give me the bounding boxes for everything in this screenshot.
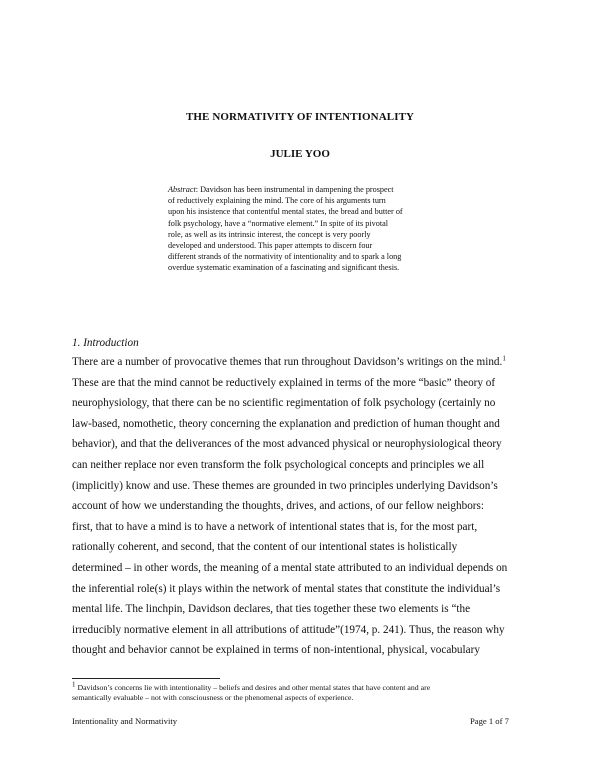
- abstract-line-2: of reductively explaining the mind. The core of his arguments turn: [168, 196, 386, 206]
- body-line: neurophysiology, that there can be no scientific regimentation of folk psychology (certainly no: [72, 397, 496, 410]
- paper-title: THE NORMATIVITY OF INTENTIONALITY: [185, 111, 415, 123]
- body-line: behavior), and that the deliverances of the most advanced physical or neurophysiological theory: [72, 438, 502, 451]
- footnote-marker: 1: [72, 680, 76, 689]
- body-line: account of how we understanding the thoughts, drives, and actions, of our fellow neighbors:: [72, 500, 484, 513]
- body-line: mental life. The linchpin, Davidson declares, that ties together these two elements is “the: [72, 603, 471, 616]
- footnote-line-2: semantically evaluable – not with consciousness or the phenomenal aspects of experience.: [72, 693, 354, 702]
- body-line: first, that to have a mind is to have a network of intentional states that is, for the most part,: [72, 520, 478, 533]
- body-line: (implicitly) know and use. These themes are grounded in two principles underlying Davidson’s: [72, 479, 498, 492]
- section-heading: 1. Introduction: [72, 337, 139, 349]
- body-line: thought and behavior cannot be explained in terms of non-intentional, physical, vocabulary: [72, 644, 480, 657]
- abstract-line-8: overdue systematic examination of a fascinating and significant thesis.: [168, 263, 400, 273]
- body-line: There are a number of provocative themes that run throughout Davidson’s writings on the mind.$^1$: [72, 354, 506, 368]
- abstract: [168, 184, 434, 274]
- footnote-reference[interactable]: 1: [502, 354, 506, 363]
- body-text: [72, 352, 532, 661]
- body-line: can neither replace nor even transform the folk psychological concepts and principles we all: [72, 458, 485, 471]
- body-line: the inferential role(s) it plays within the network of mental states that constitute the individual’s: [72, 582, 501, 595]
- body-line: irreducibly normative element in all attributions of attitude”(1974, p. 241). Thus, the reason why: [72, 623, 505, 636]
- body-line: law-based, nomothetic, theory concerning the explanation and prediction of human thought and: [72, 417, 500, 430]
- body-line: determined – in other words, the meaning of a mental state attributed to an individual depends on: [72, 561, 508, 574]
- footnote-divider: [72, 678, 220, 679]
- abstract-label: Abstract: [168, 185, 196, 194]
- abstract-line-1: Abstract: Davidson has been instrumental in dampening the prospect: [168, 185, 394, 194]
- abstract-line-6: developed and understood. This paper attempts to discern four: [168, 241, 373, 251]
- abstract-line-4: folk psychology, have a “normative element.” In spite of its pivotal: [168, 218, 389, 228]
- footnote: [72, 680, 542, 703]
- abstract-line-3: upon his insistence that contentful mental states, the bread and butter of: [168, 207, 403, 217]
- body-line: These are that the mind cannot be reductively explained in terms of the more “basic” theory of: [72, 376, 496, 389]
- paper-author: JULIE YOO: [270, 148, 330, 160]
- footer-page-number: Page 1 of 7: [470, 716, 509, 726]
- footer-running-title: Intentionality and Normativity: [72, 716, 178, 726]
- body-line: rationally coherent, and second, that the content of our intentional states is holistically: [72, 541, 458, 554]
- footnote-line-1: $^1$ Davidson’s concerns lie with intentionality – beliefs and desires and other mental states that have content and are: [72, 680, 431, 692]
- abstract-line-7: different strands of the normativity of intentionality and to spark a long: [168, 252, 402, 262]
- abstract-line-5: role, as well as its intrinsic interest, the concept is very poorly: [168, 229, 371, 239]
